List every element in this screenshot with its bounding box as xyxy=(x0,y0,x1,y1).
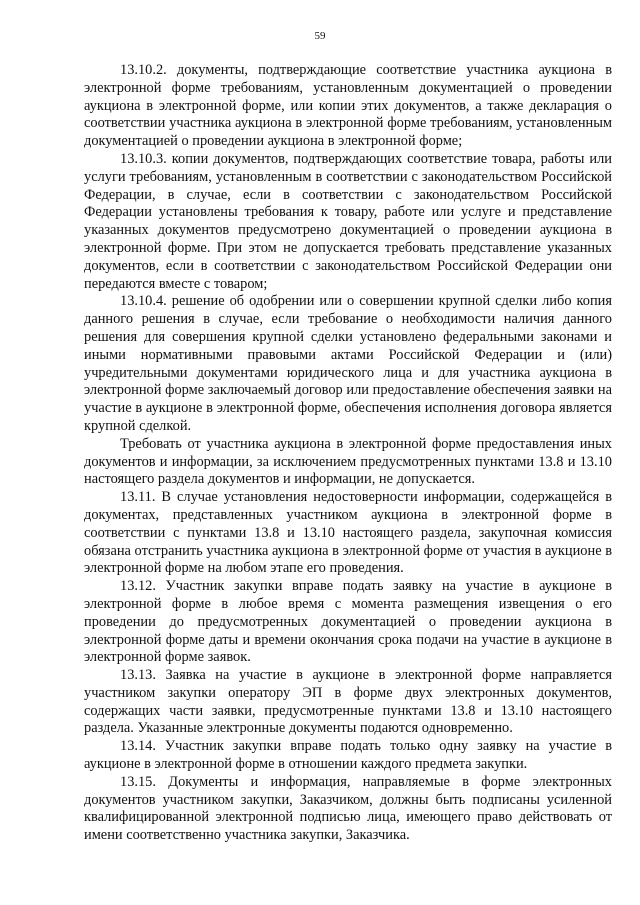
paragraph-13-14: 13.14. Участник закупки вправе подать только одну заявку на участие в аукционе в электронной форме в отношении каждого предмета закупки. xyxy=(84,738,612,773)
paragraph-13-10-3: 13.10.3. копии документов, подтверждающих соответствие товара, работы или услуги требованиям, установленным в соответствии с законодательством Российской Федерации, в случае, если в соответствии с законодательством Российской Федерации установлены требования к товару, работе или услуге и представление указанных документов предусмотрено документацией о проведении аукциона в электронной форме. При этом не допускается требовать представление указанных документов, если в соответствии с законодательством Российской Федерации они передаются вместе с товаром; xyxy=(84,150,612,292)
paragraph-additional-documents: Требовать от участника аукциона в электронной форме предоставления иных документов и информации, за исключением предусмотренных пунктами 13.8 и 13.10 настоящего раздела документов и информации, не допускается. xyxy=(84,435,612,488)
paragraph-13-12: 13.12. Участник закупки вправе подать заявку на участие в аукционе в электронной форме в любое время с момента размещения извещения о его проведении до предусмотренных документацией о проведении аукциона в электронной форме даты и времени окончания срока подачи на участие в аукционе в электронной форме заявок. xyxy=(84,578,612,666)
paragraph-13-13: 13.13. Заявка на участие в аукционе в электронной форме направляется участником закупки оператору ЭП в форме двух электронных документов, содержащих части заявки, предусмотренные пунктами 13.8 и 13.10 настоящего раздела. Указанные электронные документы подаются одновременно. xyxy=(84,667,612,737)
document-body xyxy=(84,62,612,845)
paragraph-13-10-4: 13.10.4. решение об одобрении или о совершении крупной сделки либо копия данного решения в случае, если требование о необходимости наличия данного решения для совершения крупной сделки установлено федеральными законами и иными нормативными правовыми актами Российской Федерации и (или) учредительными документами юридического лица и для участника аукциона в электронной форме заключаемый договор или предоставление обеспечения заявки на участие в аукционе в электронной форме, обеспечения исполнения договора является крупной сделкой. xyxy=(84,293,612,434)
paragraph-13-11: 13.11. В случае установления недостоверности информации, содержащейся в документах, представленных участником аукциона в электронной форме в соответствии с пунктами 13.8 и 13.10 настоящего раздела, закупочная комиссия обязана отстранить участника аукциона в электронной форме от участия в аукционе в электронной форме на любом этапе его проведения. xyxy=(84,489,612,577)
page-number: 59 xyxy=(314,30,326,42)
paragraph-13-15: 13.15. Документы и информация, направляемые в форме электронных документов участником закупки, Заказчиком, должны быть подписаны усиленной квалифицированной электронной подписью лица, имеющего право действовать от имени соответственно участника закупки, Заказчика. xyxy=(84,773,612,844)
paragraph-13-10-2: 13.10.2. документы, подтверждающие соответствие участника аукциона в электронной форме требованиям, установленным документацией о проведении аукциона в электронной форме, или копии этих документов, а также декларация о соответствии участника аукциона в электронной форме требованиям, установленным документацией о проведении аукциона в электронной форме; xyxy=(84,62,612,150)
